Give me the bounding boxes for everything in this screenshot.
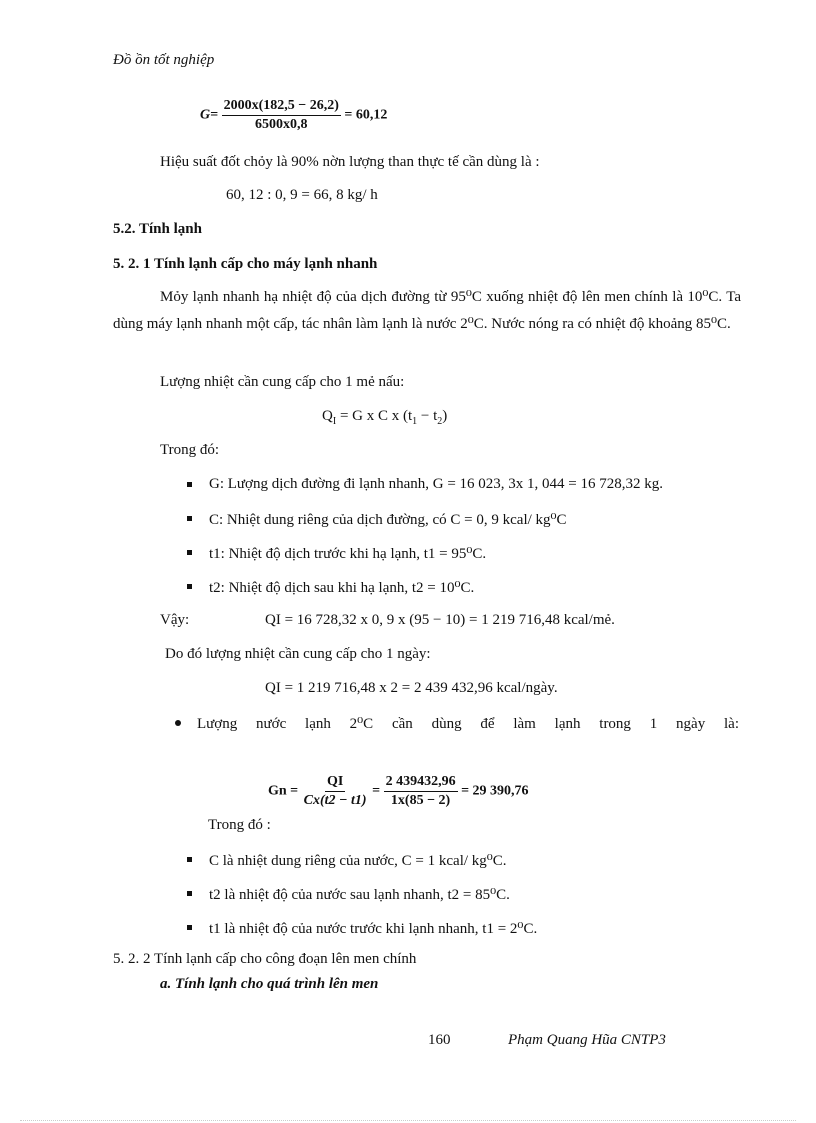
section-heading-5-2-1: 5. 2. 1 Tính lạnh cấp cho máy lạnh nhanh [113, 256, 378, 272]
bullet-item-water-t1: t1 là nhiệt độ của nước trước khi lạnh nhanh, t1 = 2⁰C. [209, 921, 538, 937]
eq2-denominator-1: Cx(t2 − t1) [303, 793, 367, 808]
bullet-item-c: C: Nhiệt dung riêng của dịch đường, có C = 0, 9 kcal/ kg⁰C [209, 512, 567, 528]
eq1-lhs: G= [200, 107, 219, 123]
eq1-denominator: 6500x0,8 [255, 117, 308, 132]
page-number: 160 [428, 1032, 451, 1048]
page-bottom-divider [20, 1120, 796, 1121]
formula-heat-per-batch: QI = 16 728,32 x 0, 9 x (95 − 10) = 1 219 716,48 kcal/mẻ. [265, 612, 615, 628]
bullet-marker [187, 891, 192, 896]
paragraph-heat-per-batch: Lượng nhiệt cần cung cấp cho 1 mẻ nấu: [160, 374, 405, 390]
eq2-numerator-1: QI [325, 774, 345, 792]
equation-cold-water: Gn = $\frac{QI}{Cx(t2 - t1)}$ = $\frac{2 439432,96}{1x(85 - 2)}$ = 29 390,76 [268, 774, 529, 808]
eq2-rhs: = 29 390,76 [461, 783, 529, 799]
bullet-marker [187, 584, 192, 589]
bullet-item-water-c: C là nhiệt dung riêng của nước, C = 1 kcal/ kg⁰C. [209, 853, 507, 869]
therefore-label: Vậy: [160, 612, 190, 628]
bullet-item-t1: t1: Nhiệt độ dịch trước khi hạ lạnh, t1 = 95⁰C. [209, 546, 487, 562]
bullet-marker [187, 550, 192, 555]
subsection-heading-a: a. Tính lạnh cho quá trình lên men [160, 976, 379, 992]
bullet-item-g: G: Lượng dịch đường đi lạnh nhanh, G = 16 023, 3x 1, 044 = 16 728,32 kg. [209, 476, 664, 492]
eq2-fraction-1 [302, 774, 369, 809]
eq2-denominator-2: 1x(85 − 2) [390, 793, 451, 808]
footer-author: Phạm Quang Hũa CNTP3 [508, 1032, 666, 1048]
paragraph-heat-per-day: Do đó lượng nhiệt cần cung cấp cho 1 ngày: [165, 646, 431, 662]
bullet-marker [187, 857, 192, 862]
bullet-item-water-t2: t2 là nhiệt độ của nước sau lạnh nhanh, t2 = 85⁰C. [209, 887, 510, 903]
paragraph-fast-cooler: Mỏy lạnh nhanh hạ nhiệt độ của dịch đường từ 95⁰C xuống nhiệt độ lên men chính là 10⁰C. Ta dùng máy lạnh nhanh một cấp, tác nhân làm lạnh là nước 2⁰C. Nước nóng ra có nhiệt độ khoảng 85⁰C. [113, 289, 741, 332]
where-label-1: Trong đó: [160, 442, 220, 458]
equation-coal [200, 98, 387, 133]
section-heading-5-2: 5.2. Tính lạnh [113, 221, 202, 237]
section-heading-5-2-2: 5. 2. 2 Tính lạnh cấp cho công đoạn lên men chính [113, 951, 417, 967]
eq2-fraction-2 [384, 774, 458, 809]
eq1-numerator: 2000x(182,5 − 26,2) [222, 98, 341, 116]
bullet-marker [175, 720, 181, 726]
bullet-marker [187, 482, 192, 487]
bullet-item-t2: t2: Nhiệt độ dịch sau khi hạ lạnh, t2 = 10⁰C. [209, 580, 475, 596]
eq2-lhs: Gn = [268, 783, 299, 799]
eq1-fraction [222, 98, 341, 133]
bullet-marker [187, 516, 192, 521]
where-label-2: Trong đó : [208, 817, 271, 833]
bullet-item-cold-water: Lượng nước lạnh 2⁰C cần dùng để làm lạnh trong 1 ngày là: [197, 716, 739, 732]
eq2-numerator-2: 2 439432,96 [384, 774, 458, 792]
coal-calculation: 60, 12 : 0, 9 = 66, 8 kg/ h [226, 187, 378, 203]
formula-heat: $Q_I = G$ x C x $(t_1 - t_2)$ [322, 408, 448, 427]
document-header: Đồ ồn tốt nghiệp [113, 52, 215, 68]
eq1-rhs: = 60,12 [344, 107, 388, 123]
paragraph-efficiency: Hiệu suất đốt chỏy là 90% nờn lượng than thực tế cần dùng là : [160, 154, 540, 170]
formula-heat-per-day: QI = 1 219 716,48 x 2 = 2 439 432,96 kcal/ngày. [265, 680, 558, 696]
bullet-marker [187, 925, 192, 930]
